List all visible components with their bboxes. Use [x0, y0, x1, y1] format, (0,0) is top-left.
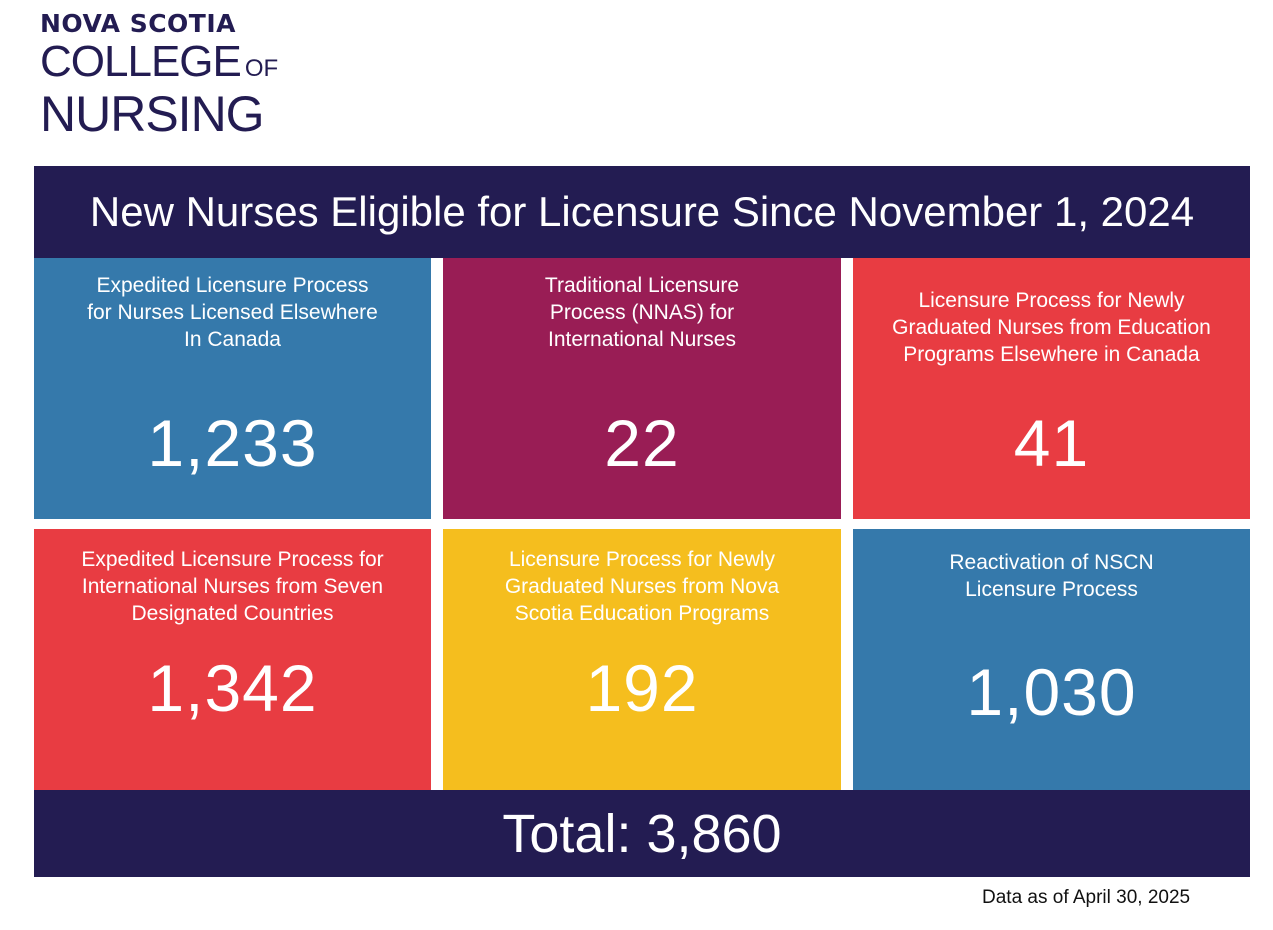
stat-tile-expedited-international — [34, 529, 431, 790]
logo-province: NOVA SCOTIA — [40, 9, 237, 38]
stat-tile-value: 41 — [1013, 406, 1090, 480]
stat-tile-value: 1,342 — [147, 651, 318, 725]
stat-tile-label — [453, 546, 831, 627]
stat-tile-label — [863, 287, 1240, 368]
stat-tile-expedited-canada — [34, 258, 431, 519]
total-banner — [34, 790, 1250, 877]
stat-tile-label — [44, 546, 421, 627]
label-line: Licensure Process for Newly — [918, 289, 1185, 312]
label-line: In Canada — [184, 328, 281, 351]
label-line: Reactivation of NSCN — [949, 551, 1154, 574]
stat-tile-value: 22 — [604, 406, 680, 480]
college-logo — [40, 8, 279, 142]
stat-tile-new-grads-canada — [853, 258, 1250, 519]
stat-tile-reactivation — [853, 529, 1250, 790]
label-line: International Nurses — [548, 328, 736, 351]
logo-nursing: NURSING — [40, 86, 264, 142]
label-line: Graduated Nurses from Education — [892, 316, 1211, 339]
label-line: Designated Countries — [131, 602, 334, 625]
label-line: Licensure Process for Newly — [508, 548, 776, 571]
page-title: New Nurses Eligible for Licensure Since November 1, 2024 — [89, 188, 1195, 235]
stat-tile-label — [453, 272, 831, 353]
logo-college-word: COLLEGE — [40, 37, 241, 86]
stat-tile-label — [44, 272, 421, 353]
stat-tile-traditional-nnas — [443, 258, 841, 519]
stat-tile-value: 1,030 — [966, 655, 1137, 729]
logo-college — [40, 37, 279, 91]
data-date-note: Data as of April 30, 2025 — [982, 887, 1191, 908]
stat-tile-value: 1,233 — [147, 406, 318, 480]
label-line: Licensure Process — [965, 578, 1138, 601]
label-line: Expedited Licensure Process for — [81, 548, 384, 571]
stat-tile-value: 192 — [585, 651, 699, 725]
label-line: International Nurses from Seven — [81, 575, 384, 598]
label-line: for Nurses Licensed Elsewhere — [87, 301, 378, 324]
stat-tile-label — [863, 549, 1240, 603]
label-line: Graduated Nurses from Nova — [504, 575, 780, 598]
label-line: Programs Elsewhere in Canada — [903, 343, 1200, 366]
label-line: Process (NNAS) for — [549, 301, 735, 324]
label-line: Expedited Licensure Process — [96, 274, 369, 297]
total-value: Total: 3,860 — [502, 803, 782, 864]
label-line: Scotia Education Programs — [514, 602, 770, 625]
label-line: Traditional Licensure — [544, 274, 740, 297]
stat-tile-new-grads-nova-scotia — [443, 529, 841, 790]
logo-of: OF — [244, 55, 279, 82]
page-title-banner — [34, 166, 1250, 258]
